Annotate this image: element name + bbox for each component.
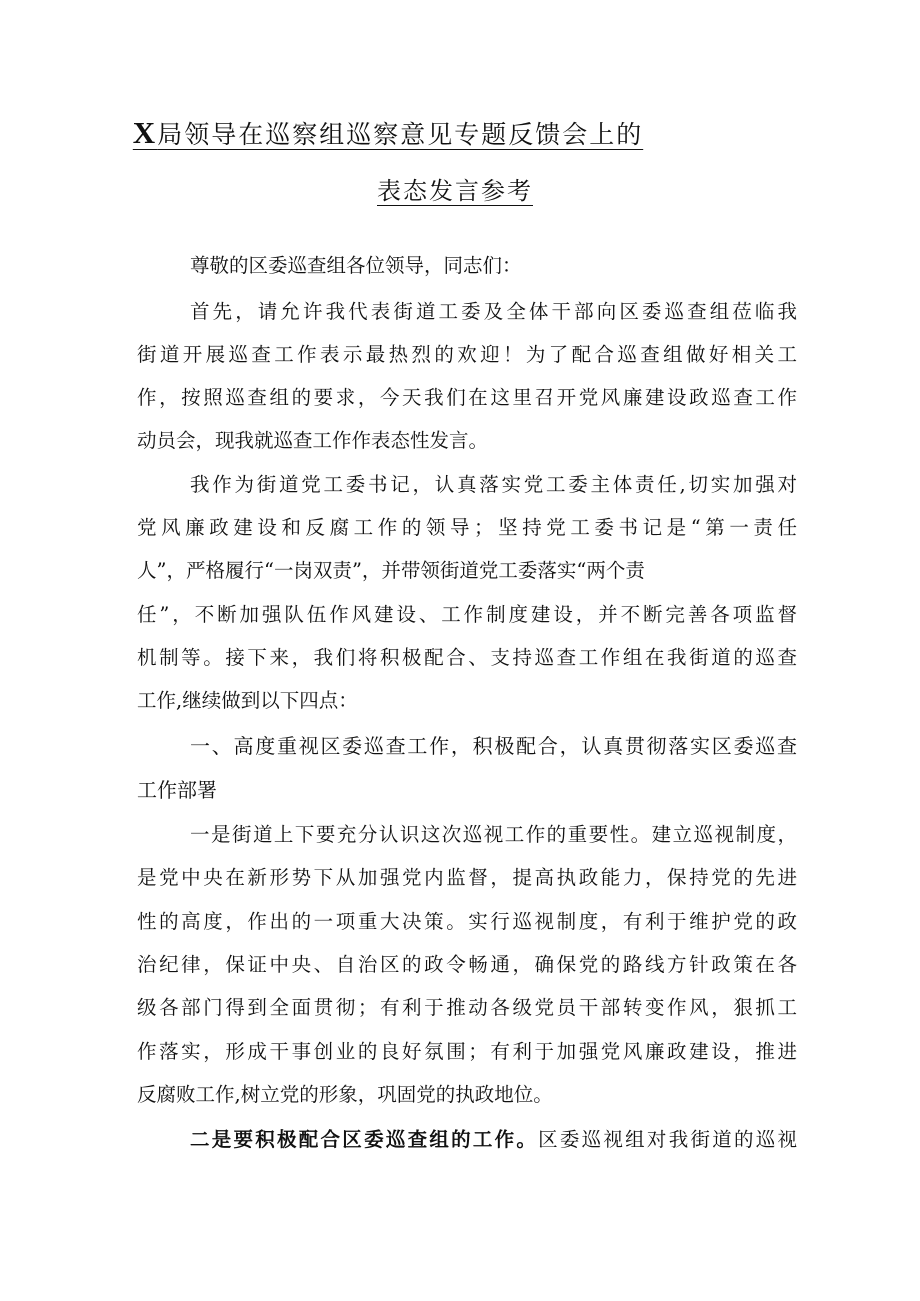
paragraph-line: 反腐败工作,树立党的形象，巩固党的执政地位。 xyxy=(137,1083,553,1106)
section-heading-line-1: 一、高度重视区委巡查工作，积极配合，认真贯彻落实区委巡查 xyxy=(190,734,797,758)
paragraph-line-with-bold-lead xyxy=(190,1125,797,1155)
paragraph-line: 性的高度，作出的一项重大决策。实行巡视制度，有利于维护党的政 xyxy=(137,910,797,933)
paragraph-line: 作，按照巡查组的要求，今天我们在这里召开党风廉建设政巡查工作 xyxy=(137,386,797,409)
paragraph-continuation: 区委巡视组对我街道的巡视 xyxy=(538,1128,797,1151)
document-title-line-2: 表态发言参考 xyxy=(377,177,533,205)
bold-lead-sentence: 二是要积极配合区委巡查组的工作。 xyxy=(190,1128,539,1151)
paragraph-line: 动员会，现我就巡查工作作表态性发言。 xyxy=(137,429,489,452)
paragraph-line: 工作,继续做到以下四点： xyxy=(137,689,358,712)
paragraph-line: 人”，严格履行“一岗双责”，并带领街道党工委落实“两个责 xyxy=(137,559,645,582)
paragraph-line: 级各部门得到全面贯彻；有利于推动各级党员干部转变作风，狠抓工 xyxy=(137,996,797,1019)
paragraph-line: 党风廉政建设和反腐工作的领导；坚持党工委书记是“第一责任 xyxy=(137,516,797,539)
paragraph-line: 街道开展巡查工作表示最热烈的欢迎！为了配合巡查组做好相关工 xyxy=(137,343,797,366)
paragraph-line: 一是街道上下要充分认识这次巡视工作的重要性。建立巡视制度， xyxy=(190,823,797,846)
document-title-line-1 xyxy=(0,115,848,151)
title-line-1-text: 局领导在巡察组巡察意见专题反馈会上的 xyxy=(157,120,644,149)
paragraph-line: 作落实，形成干事创业的良好氛围；有利于加强党风廉政建设，推进 xyxy=(137,1040,797,1063)
paragraph-line: 治纪律，保证中央、自治区的政令畅通，确保党的路线方针政策在各 xyxy=(137,953,797,976)
title-x-letter: X xyxy=(132,115,158,150)
paragraph-line: 是党中央在新形势下从加强党内监督，提高执政能力，保持党的先进 xyxy=(137,866,797,889)
paragraph-line: 任”，不断加强队伍作风建设、工作制度建设，并不断完善各项监督 xyxy=(137,603,797,626)
paragraph-line: 我作为街道党工委书记，认真落实党工委主体责任,切实加强对 xyxy=(190,473,797,496)
section-heading-line-2: 工作部署 xyxy=(137,778,217,802)
paragraph-line: 机制等。接下来，我们将积极配合、支持巡查工作组在我街道的巡查 xyxy=(137,646,797,669)
paragraph-line: 首先，请允许我代表街道工委及全体干部向区委巡查组莅临我 xyxy=(190,300,797,323)
salutation: 尊敬的区委巡查组各位领导，同志们： xyxy=(190,254,522,277)
